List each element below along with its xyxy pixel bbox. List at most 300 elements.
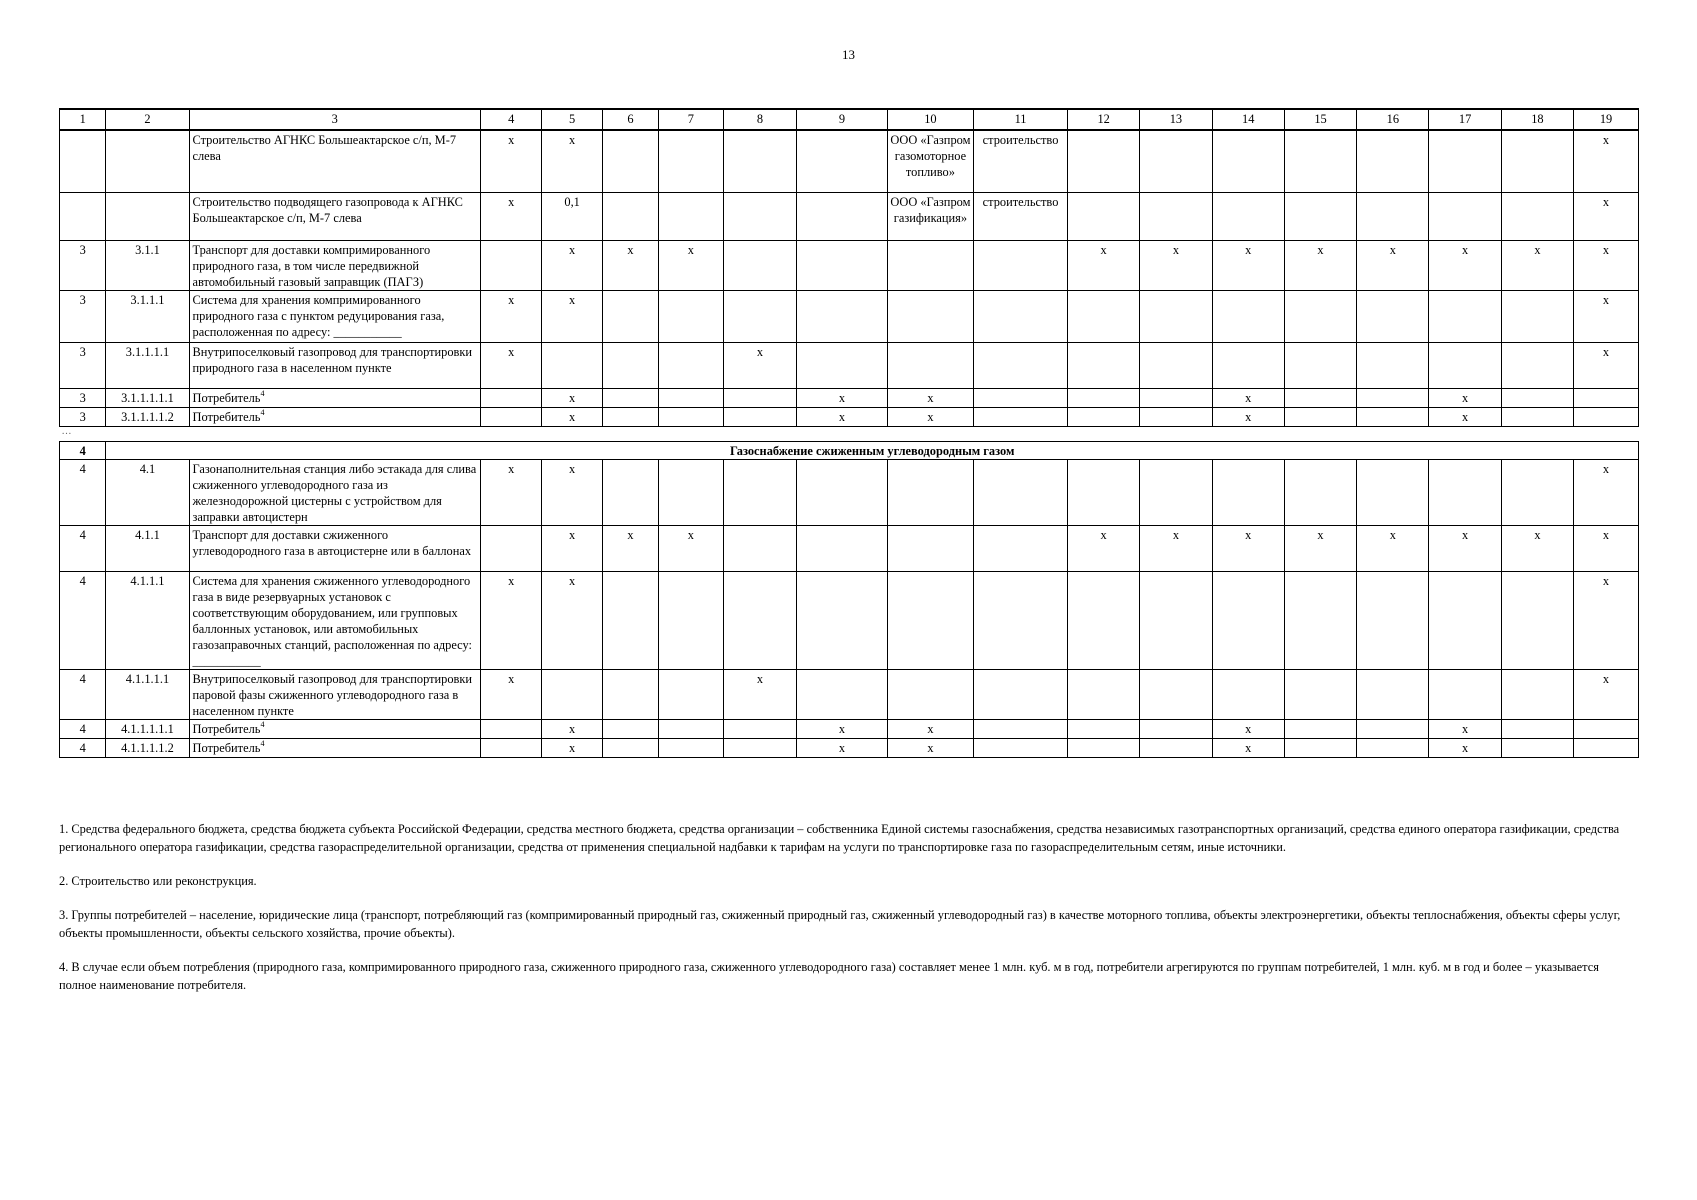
footnotes [59,820,1639,1010]
section-cell: 4 [60,571,106,669]
value-cell: х [1140,240,1212,290]
value-cell [1284,407,1356,426]
object-name-cell [189,240,480,290]
value-cell [1212,669,1284,719]
object-name-text: Система для хранения сжиженного углеводородного газа в виде резервуарных установок с соответствующим оборудованием, или групповых баллонных установок, или автомобильных газозаправочных станций, расположенная по адресу: ___________ [192,573,472,668]
value-cell [723,738,796,757]
code-cell: 4.1.1.1.1 [106,669,189,719]
value-cell: х [658,240,723,290]
value-cell: х [723,669,796,719]
value-cell [1284,738,1356,757]
section-row [60,441,1639,459]
object-name-cell [189,571,480,669]
value-cell [797,290,888,342]
value-cell [1140,192,1212,240]
table-row [60,669,1639,719]
value-cell: х [480,290,542,342]
column-header: 7 [658,109,723,130]
value-cell: х [1574,240,1639,290]
value-cell [1357,669,1429,719]
table-row [60,525,1639,571]
value-cell [1429,459,1501,525]
value-cell [480,240,542,290]
value-cell [1357,130,1429,192]
value-cell [723,459,796,525]
section-cell: 4 [60,459,106,525]
value-cell [602,388,658,407]
value-cell [1501,738,1573,757]
value-cell [974,388,1068,407]
value-cell [1067,738,1139,757]
value-cell [1284,290,1356,342]
value-cell [797,571,888,669]
value-cell [658,719,723,738]
column-header: 18 [1501,109,1573,130]
value-cell [797,525,888,571]
value-cell [480,719,542,738]
value-cell [1501,669,1573,719]
value-cell: х [1429,525,1501,571]
value-cell: х [1429,738,1501,757]
table-row [60,290,1639,342]
value-cell [658,290,723,342]
value-cell [887,571,973,669]
value-cell: х [1501,240,1573,290]
value-cell [1501,571,1573,669]
value-cell [974,669,1068,719]
code-cell: 4.1 [106,459,189,525]
value-cell [1284,342,1356,388]
section-cell: 4 [60,719,106,738]
value-cell: х [1284,240,1356,290]
table-row [60,342,1639,388]
column-header: 4 [480,109,542,130]
value-cell: х [1574,525,1639,571]
value-cell [1501,388,1573,407]
value-cell [1574,738,1639,757]
object-name-text: Потребитель [192,740,261,755]
value-cell [1284,669,1356,719]
value-cell: х [1429,407,1501,426]
value-cell [1212,192,1284,240]
value-cell [1357,342,1429,388]
value-cell [887,459,973,525]
gas-supply-table-wrap [59,108,1639,758]
value-cell [480,407,542,426]
value-cell [658,130,723,192]
table-row [60,571,1639,669]
value-cell [974,290,1068,342]
value-cell: х [797,407,888,426]
value-cell [1429,342,1501,388]
value-cell: х [1212,738,1284,757]
value-cell [1212,290,1284,342]
value-cell [723,719,796,738]
table-row [60,407,1639,426]
value-cell: х [602,240,658,290]
value-cell [797,669,888,719]
value-cell [602,290,658,342]
value-cell [797,342,888,388]
footnote-2: 2. Строительство или реконструкция. [59,874,257,888]
value-cell: х [1357,240,1429,290]
column-header: 19 [1574,109,1639,130]
value-cell [1357,719,1429,738]
value-cell: х [1212,388,1284,407]
footnote-3: 3. Группы потребителей – население, юридические лица (транспорт, потребляющий газ (компримированный природный газ, сжиженный природный газ, сжиженный углеводородный газ) в качестве моторного топлива, объекты электроэнергетики, объекты теплоснабжения, объекты сферы услуг, объекты промышленности, объекты сельского хозяйства, прочие объекты). [59,908,1621,940]
value-cell [1067,130,1139,192]
value-cell [602,407,658,426]
value-cell [1574,388,1639,407]
value-cell [480,738,542,757]
column-header: 17 [1429,109,1501,130]
table-row [60,738,1639,757]
table-row [60,240,1639,290]
value-cell: х [542,130,602,192]
value-cell [1067,459,1139,525]
code-cell: 4.1.1.1.1.1 [106,719,189,738]
value-cell [797,192,888,240]
value-cell [480,388,542,407]
value-cell: х [542,459,602,525]
value-cell [1574,719,1639,738]
table-row [60,719,1639,738]
column-header: 16 [1357,109,1429,130]
value-cell [723,388,796,407]
value-cell [1067,669,1139,719]
value-cell [1212,459,1284,525]
column-header: 13 [1140,109,1212,130]
value-cell [542,669,602,719]
footnote-ref: 4 [260,388,265,398]
value-cell [1284,130,1356,192]
value-cell [1357,290,1429,342]
value-cell [1067,571,1139,669]
value-cell: х [1284,525,1356,571]
section-cell: 3 [60,290,106,342]
value-cell [1212,342,1284,388]
value-cell: 0,1 [542,192,602,240]
section-cell: 3 [60,240,106,290]
value-cell: х [1574,459,1639,525]
value-cell [1067,719,1139,738]
table-row [60,459,1639,525]
value-cell [723,240,796,290]
value-cell: х [542,388,602,407]
value-cell [1284,388,1356,407]
value-cell [1140,738,1212,757]
value-cell: х [1574,571,1639,669]
object-name-cell [189,290,480,342]
column-header: 2 [106,109,189,130]
value-cell: х [887,738,973,757]
value-cell [723,525,796,571]
object-name-text: Строительство АГНКС Большеактарское с/п, М-7 слева [192,133,457,163]
value-cell: х [797,388,888,407]
object-name-text: Газонаполнительная станция либо эстакада для слива сжиженного углеводородного газа из железнодорожной цистерны с устройством для заправки автоцистерн [192,461,477,524]
ellipsis-row [60,426,1639,441]
code-cell: 3.1.1.1 [106,290,189,342]
value-cell: х [542,738,602,757]
value-cell [1501,342,1573,388]
value-cell: х [658,525,723,571]
value-cell [602,719,658,738]
value-cell [887,342,973,388]
value-cell [1501,130,1573,192]
value-cell [1357,571,1429,669]
gas-supply-table [59,108,1639,758]
value-cell [1357,459,1429,525]
section-cell [60,192,106,240]
value-cell [480,525,542,571]
column-header: 12 [1067,109,1139,130]
value-cell [1357,407,1429,426]
column-header: 1 [60,109,106,130]
value-cell [1140,290,1212,342]
value-cell [723,407,796,426]
value-cell: строительство [974,130,1068,192]
section-cell: 4 [60,738,106,757]
value-cell: х [1574,342,1639,388]
value-cell [658,571,723,669]
object-name-cell [189,459,480,525]
value-cell [1501,719,1573,738]
value-cell [1501,290,1573,342]
value-cell: х [797,719,888,738]
column-header: 6 [602,109,658,130]
value-cell: х [480,459,542,525]
value-cell [1284,192,1356,240]
value-cell: х [1212,240,1284,290]
value-cell: х [1574,192,1639,240]
column-header: 8 [723,109,796,130]
value-cell [542,342,602,388]
value-cell [1067,290,1139,342]
column-header: 10 [887,109,973,130]
value-cell [1284,459,1356,525]
column-header: 14 [1212,109,1284,130]
value-cell: х [1212,719,1284,738]
value-cell [1429,130,1501,192]
table-row [60,388,1639,407]
value-cell [974,719,1068,738]
value-cell [1140,459,1212,525]
value-cell [1429,290,1501,342]
value-cell [974,342,1068,388]
value-cell [602,192,658,240]
value-cell [1357,192,1429,240]
value-cell: х [1574,669,1639,719]
object-name-text: Транспорт для доставки сжиженного углеводородного газа в автоцистерне или в баллонах [192,527,472,558]
value-cell: х [887,388,973,407]
code-cell: 3.1.1 [106,240,189,290]
value-cell [723,290,796,342]
value-cell: х [542,407,602,426]
value-cell [1429,571,1501,669]
value-cell [797,130,888,192]
value-cell [723,130,796,192]
section-cell: 4 [60,669,106,719]
object-name-text: Строительство подводящего газопровода к АГНКС Большеактарское с/п, М-7 слева [192,194,463,225]
value-cell [1140,719,1212,738]
section-cell [60,130,106,192]
object-name-cell [189,388,480,407]
section-cell: 3 [60,407,106,426]
value-cell [797,240,888,290]
section-cell: 3 [60,388,106,407]
value-cell [658,192,723,240]
object-name-cell [189,342,480,388]
section-cell: 3 [60,342,106,388]
value-cell [723,571,796,669]
value-cell [1067,192,1139,240]
value-cell [1429,192,1501,240]
value-cell: х [480,571,542,669]
object-name-text: Транспорт для доставки компримированного природного газа, в том числе передвижной автомобильный газовый заправщик (ПАГЗ) [192,242,431,289]
value-cell [602,738,658,757]
code-cell [106,130,189,192]
code-cell [106,192,189,240]
value-cell [974,459,1068,525]
value-cell [1284,571,1356,669]
code-cell: 3.1.1.1.1.2 [106,407,189,426]
object-name-cell [189,130,480,192]
value-cell [1501,459,1573,525]
value-cell [658,342,723,388]
value-cell [1067,342,1139,388]
footnote-ref: 4 [260,719,265,729]
object-name-cell [189,192,480,240]
value-cell: х [542,571,602,669]
value-cell [602,459,658,525]
value-cell [797,459,888,525]
object-name-text: Внутрипоселковый газопровод для транспортировки природного газа в населенном пункте [192,344,473,375]
object-name-cell [189,669,480,719]
value-cell [1140,571,1212,669]
column-header: 11 [974,109,1068,130]
value-cell: х [1212,525,1284,571]
value-cell: х [1429,719,1501,738]
value-cell [974,240,1068,290]
value-cell: х [1140,525,1212,571]
value-cell: х [723,342,796,388]
value-cell [1140,669,1212,719]
section-title: Газоснабжение сжиженным углеводородным газом [106,441,1639,459]
object-name-text: Внутрипоселковый газопровод для транспортировки паровой фазы сжиженного углеводородного газа в населенном пункте [192,671,473,718]
column-number-row [60,109,1639,130]
value-cell: х [542,719,602,738]
object-name-cell [189,738,480,757]
value-cell: х [887,407,973,426]
table-row [60,192,1639,240]
section-number: 4 [60,441,106,459]
value-cell [658,407,723,426]
value-cell [602,571,658,669]
value-cell: х [887,719,973,738]
value-cell [1140,407,1212,426]
value-cell [1140,342,1212,388]
object-name-text: Потребитель [192,390,261,405]
value-cell [602,130,658,192]
value-cell: х [1574,290,1639,342]
value-cell [1574,407,1639,426]
value-cell [658,459,723,525]
value-cell: х [1357,525,1429,571]
value-cell: строительство [974,192,1068,240]
code-cell: 4.1.1 [106,525,189,571]
column-header: 9 [797,109,888,130]
footnote-4: 4. В случае если объем потребления (природного газа, компримированного природного газа, сжиженного природного газа, сжиженного углеводородного газа) составляет менее 1 млн. куб. м в год, потребители агрегируются по группам потребителей, 1 млн. куб. м в год и более – указывается полное наименование потребителя. [59,960,1599,992]
value-cell: х [480,342,542,388]
footnote-ref: 4 [260,407,265,417]
value-cell [658,738,723,757]
code-cell: 4.1.1.1.1.2 [106,738,189,757]
value-cell [1357,738,1429,757]
value-cell [974,571,1068,669]
column-header: 15 [1284,109,1356,130]
value-cell [1357,388,1429,407]
value-cell [1501,407,1573,426]
value-cell: х [1212,407,1284,426]
value-cell [887,669,973,719]
value-cell: х [542,290,602,342]
value-cell [658,388,723,407]
value-cell [887,290,973,342]
section-cell: 4 [60,525,106,571]
value-cell [1212,130,1284,192]
value-cell: х [602,525,658,571]
value-cell [974,407,1068,426]
object-name-cell [189,719,480,738]
value-cell [1501,192,1573,240]
code-cell: 3.1.1.1.1 [106,342,189,388]
value-cell [1067,388,1139,407]
value-cell: х [1067,240,1139,290]
ellipsis-text: … [60,426,1639,441]
code-cell: 3.1.1.1.1.1 [106,388,189,407]
value-cell [1067,407,1139,426]
value-cell: ООО «Газпром газификация» [887,192,973,240]
value-cell [602,342,658,388]
value-cell [1140,388,1212,407]
value-cell [974,738,1068,757]
table-row [60,130,1639,192]
value-cell [1140,130,1212,192]
object-name-text: Система для хранения компримированного природного газа с пунктом редуцирования газа, расположенная по адресу: ___________ [192,292,445,339]
value-cell [723,192,796,240]
column-header: 5 [542,109,602,130]
value-cell: х [542,525,602,571]
value-cell [1429,669,1501,719]
value-cell: х [542,240,602,290]
table-body [60,130,1639,757]
footnote-ref: 4 [260,738,265,748]
footnote-1: 1. Средства федерального бюджета, средства бюджета субъекта Российской Федерации, средства местного бюджета, средства организации – собственника Единой системы газоснабжения, средства независимых газотранспортных организаций, средства единого оператора газификации, средства регионального оператора газификации, средства газораспределительной организации, средства от применения специальной надбавки к тарифам на услуги по транспортировке газа по газораспределительным сетям, иные источники. [59,822,1620,854]
object-name-text: Потребитель [192,409,261,424]
code-cell: 4.1.1.1 [106,571,189,669]
page-number: 13 [842,47,855,62]
value-cell: х [480,130,542,192]
object-name-cell [189,407,480,426]
value-cell [974,525,1068,571]
value-cell [1212,571,1284,669]
object-name-text: Потребитель [192,721,261,736]
value-cell: х [797,738,888,757]
column-header: 3 [189,109,480,130]
value-cell [602,669,658,719]
value-cell: х [1501,525,1573,571]
value-cell: х [1574,130,1639,192]
